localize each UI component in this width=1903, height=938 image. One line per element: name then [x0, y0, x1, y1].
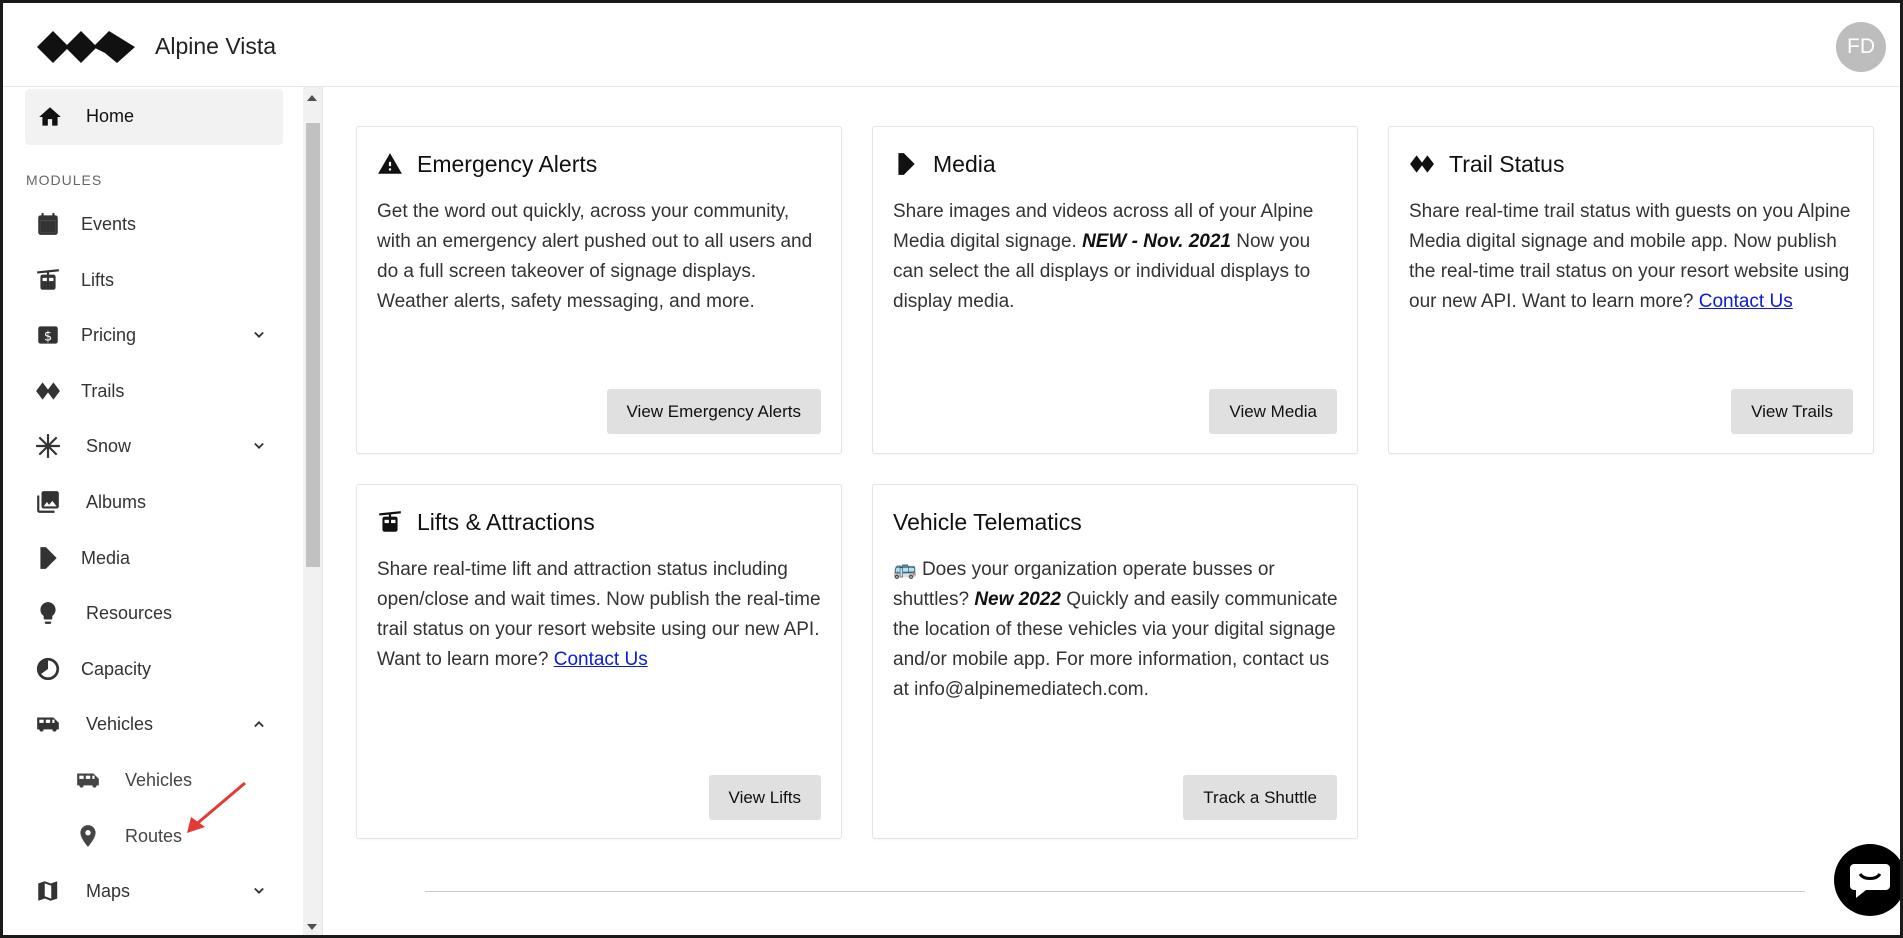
card-lifts-attractions	[356, 484, 842, 839]
svg-text:$: $	[43, 329, 53, 345]
view-emergency-alerts-button[interactable]: View Emergency Alerts	[607, 389, 821, 434]
home-icon	[37, 104, 63, 130]
bus-icon	[75, 767, 101, 793]
sidebar-item-label: Albums	[86, 492, 147, 512]
bus-icon	[35, 711, 61, 737]
card-emergency-alerts	[356, 126, 842, 454]
sidebar-item-label: Vehicles	[125, 770, 193, 790]
sidebar-item-vehicles[interactable]	[25, 701, 283, 747]
sidebar-item-home[interactable]	[25, 89, 283, 145]
card-text: Now you can select the all displays or individual displays to display media.	[893, 231, 1311, 312]
card-text: Share images and videos across all of your Alpine Media digital signage.	[893, 201, 1314, 252]
calendar-icon	[35, 211, 61, 237]
alpine-logo-icon[interactable]	[37, 29, 135, 65]
sidebar-item-lifts[interactable]	[25, 257, 283, 303]
sidebar-item-label: Capacity	[81, 659, 152, 679]
sidebar-item-capacity[interactable]	[25, 646, 283, 692]
content-divider	[425, 891, 1805, 892]
modules-section-label: MODULES	[26, 172, 103, 188]
card-media	[872, 126, 1358, 454]
chat-launcher-button[interactable]	[1834, 844, 1903, 916]
card-text: Quickly and easily communicate the location of these vehicles via your digital signage and/or mobile app. For more information, contact us at info@alpinemediatech.com.	[893, 589, 1338, 700]
card-text: Share real-time lift and attraction status including open/close and wait times. Now publish the real-time trail status on your resort website using our new API. Want to learn more?	[377, 559, 821, 670]
sidebar-item-label: Home	[86, 106, 135, 126]
app-title: Alpine Vista	[155, 33, 277, 59]
sidebar-item-trails[interactable]	[25, 368, 283, 414]
sidebar-item-label: Vehicles	[86, 714, 154, 734]
sidebar-item-snow[interactable]	[25, 423, 283, 469]
scroll-down-icon[interactable]	[307, 924, 317, 930]
card-description: Get the word out quickly, across your community, with an emergency alert pushed out to all users and do a full screen takeover of signage displays. Weather alerts, safety messaging, and more.	[377, 201, 813, 312]
contact-us-link[interactable]: Contact Us	[553, 649, 648, 670]
sidebar-item-label: Lifts	[81, 270, 115, 290]
chevron-down-icon[interactable]	[249, 881, 269, 901]
sidebar-item-media[interactable]	[25, 535, 283, 581]
sidebar-item-events[interactable]	[25, 201, 283, 247]
gauge-icon	[35, 656, 61, 682]
card-description	[1409, 197, 1855, 317]
view-media-button[interactable]: View Media	[1209, 389, 1337, 434]
card-title	[377, 507, 595, 537]
lightbulb-icon	[35, 600, 61, 626]
user-avatar[interactable]: FD	[1836, 22, 1886, 72]
scroll-up-icon[interactable]	[307, 95, 317, 101]
photo-library-icon	[35, 489, 61, 515]
card-text: Share real-time trail status with guests on you Alpine Media digital signage and mobile app. Now publish the real-time trail status on your resort website using our new API. Want to learn more?	[1409, 201, 1851, 312]
gondola-icon	[377, 509, 403, 535]
sidebar-item-label: Events	[81, 214, 137, 234]
gondola-icon	[35, 267, 61, 293]
snowflake-icon	[35, 433, 61, 459]
scrollbar-thumb[interactable]	[306, 123, 320, 567]
card-title-text: Lifts & Attractions	[417, 508, 595, 535]
bus-emoji-icon: 🚌	[893, 559, 917, 580]
annotation-arrow-icon	[181, 777, 251, 837]
diamonds-icon	[1409, 151, 1435, 177]
card-description	[893, 555, 1339, 705]
dollar-icon	[35, 322, 61, 348]
card-description	[893, 197, 1339, 317]
sidebar-item-label: Resources	[86, 603, 173, 623]
card-vehicle-telematics	[872, 484, 1358, 839]
card-title	[893, 507, 1082, 537]
play-icon	[893, 151, 919, 177]
diamonds-icon	[35, 378, 61, 404]
sidebar-item-resources[interactable]	[25, 590, 283, 636]
map-icon	[35, 878, 61, 904]
sidebar	[3, 87, 303, 938]
sidebar-scrollbar[interactable]	[303, 87, 323, 938]
card-trail-status	[1388, 126, 1874, 454]
sidebar-item-albums[interactable]	[25, 479, 283, 525]
location-pin-icon	[75, 823, 101, 849]
contact-us-link[interactable]: Contact Us	[1698, 291, 1793, 312]
main-content	[324, 87, 1900, 935]
sidebar-item-label: Trails	[81, 381, 125, 401]
view-lifts-button[interactable]: View Lifts	[709, 775, 821, 820]
card-title-text: Emergency Alerts	[417, 150, 598, 177]
sidebar-item-maps[interactable]	[25, 868, 283, 914]
card-text: Does your organization operate busses or shuttles?	[893, 559, 1275, 610]
sidebar-item-label: Snow	[86, 436, 132, 456]
card-title	[377, 149, 597, 179]
card-title-text: Trail Status	[1449, 150, 1565, 177]
top-header	[3, 3, 1900, 87]
chat-bubble-icon	[1848, 860, 1892, 900]
card-title-text: Vehicle Telematics	[893, 508, 1082, 535]
play-icon	[35, 545, 61, 571]
card-title-text: Media	[933, 150, 996, 177]
new-highlight: New 2022	[974, 589, 1061, 610]
chevron-down-icon[interactable]	[249, 436, 269, 456]
chevron-down-icon[interactable]	[249, 325, 269, 345]
sidebar-item-label: Routes	[125, 826, 183, 846]
card-title	[893, 149, 996, 179]
sidebar-item-label: Pricing	[81, 325, 137, 345]
track-shuttle-button[interactable]: Track a Shuttle	[1183, 775, 1337, 820]
new-highlight: NEW - Nov. 2021	[1082, 231, 1231, 252]
view-trails-button[interactable]: View Trails	[1731, 389, 1853, 434]
card-title	[1409, 149, 1564, 179]
chevron-up-icon[interactable]	[249, 714, 269, 734]
card-description	[377, 555, 823, 675]
warning-icon	[377, 151, 403, 177]
sidebar-item-label: Media	[81, 548, 131, 568]
sidebar-item-pricing[interactable]	[25, 312, 283, 358]
sidebar-item-label: Maps	[86, 881, 131, 901]
